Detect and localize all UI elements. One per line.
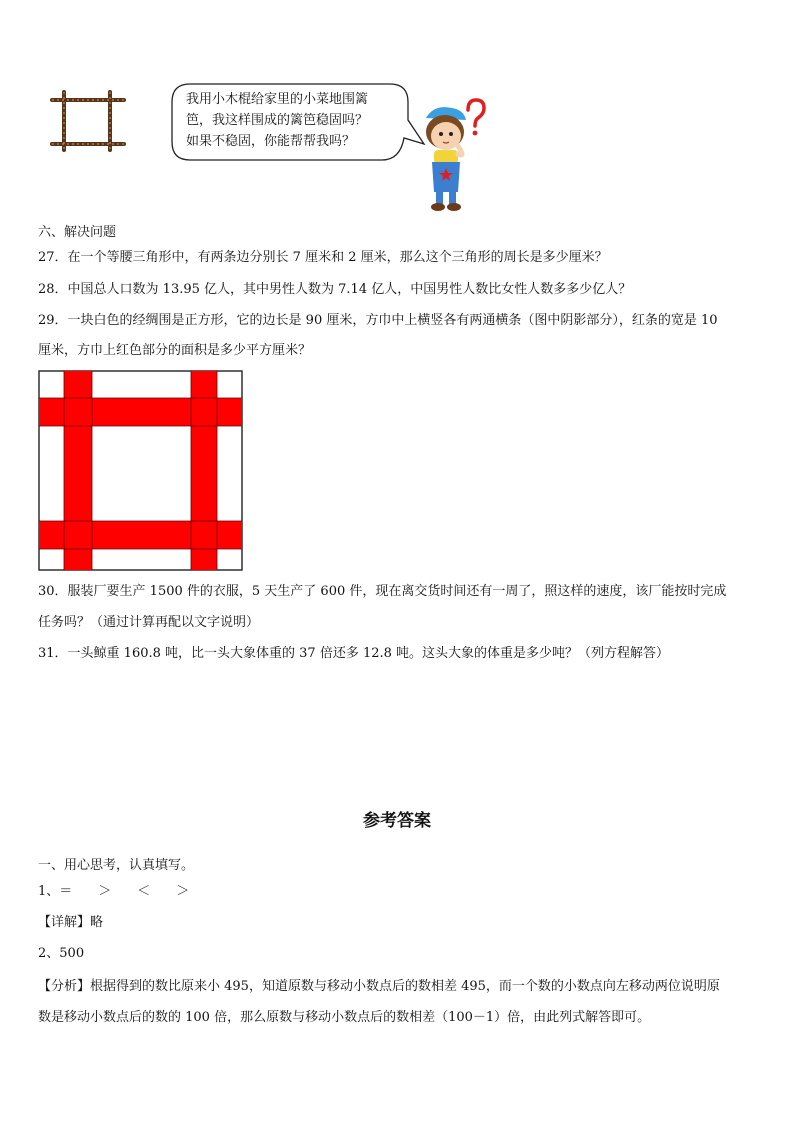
red-stripe-vertical-right	[191, 371, 217, 570]
question-29-line-1: 29．一块白色的经绸围是正方形，它的边长是 90 厘米，方巾中上横竖各有两通横条（图中阴影部分），红条的宽是 10	[38, 313, 718, 328]
question-31: 31．一头鲸重 160.8 吨，比一头大象体重的 37 倍还多 12.8 吨。这头大象的体重是多少吨？（列方程解答）	[38, 646, 670, 661]
answer-1-detail: 【详解】略	[38, 915, 104, 930]
scarf-diagram	[38, 370, 244, 572]
answer-2-analysis-line-2: 数是移动小数点后的数的 100 倍，那么原数与移动小数点后的数相差（100－1）倍，由此列式解答即可。	[38, 1010, 651, 1025]
answer-2-analysis-line-1: 【分析】根据得到的数比原来小 495，知道原数与移动小数点后的数相差 495，而一个数的小数点向左移动两位说明原	[38, 979, 720, 994]
question-27: 27．在一个等腰三角形中，有两条边分别长 7 厘米和 2 厘米，那么这个三角形的周长是多少厘米？	[38, 250, 608, 265]
question-30-line-2: 任务吗？（通过计算再配以文字说明）	[38, 615, 260, 630]
red-stripe-vertical-left	[64, 371, 92, 570]
answers-section-1: 一、用心思考，认真填写。	[38, 858, 195, 873]
answer-1: 1、＝ ＞ ＜ ＞	[38, 884, 190, 899]
section-heading: 六、解决问题	[38, 225, 117, 240]
bubble-line-1: 我用小木棍给家里的小菜地围篱	[186, 92, 369, 107]
fence-icon	[48, 90, 128, 152]
child-question-icon	[412, 96, 492, 214]
answers-title: 参考答案	[363, 811, 431, 831]
question-30-line-1: 30．服装厂要生产 1500 件的衣服，5 天生产了 600 件，现在离交货时间还有一周了，照这样的速度，该厂能按时完成	[38, 584, 727, 599]
question-28: 28．中国总人口数为 13.95 亿人，其中男性人数为 7.14 亿人，中国男性人数比女性人数多多少亿人？	[38, 282, 632, 297]
bubble-line-3: 如果不稳固，你能帮帮我吗？	[186, 134, 356, 149]
bubble-line-2: 笆，我这样围成的篱笆稳固吗？	[186, 113, 369, 128]
answer-2: 2、500	[38, 946, 85, 961]
question-29-line-2: 厘米，方巾上红色部分的面积是多少平方厘米？	[38, 343, 312, 358]
